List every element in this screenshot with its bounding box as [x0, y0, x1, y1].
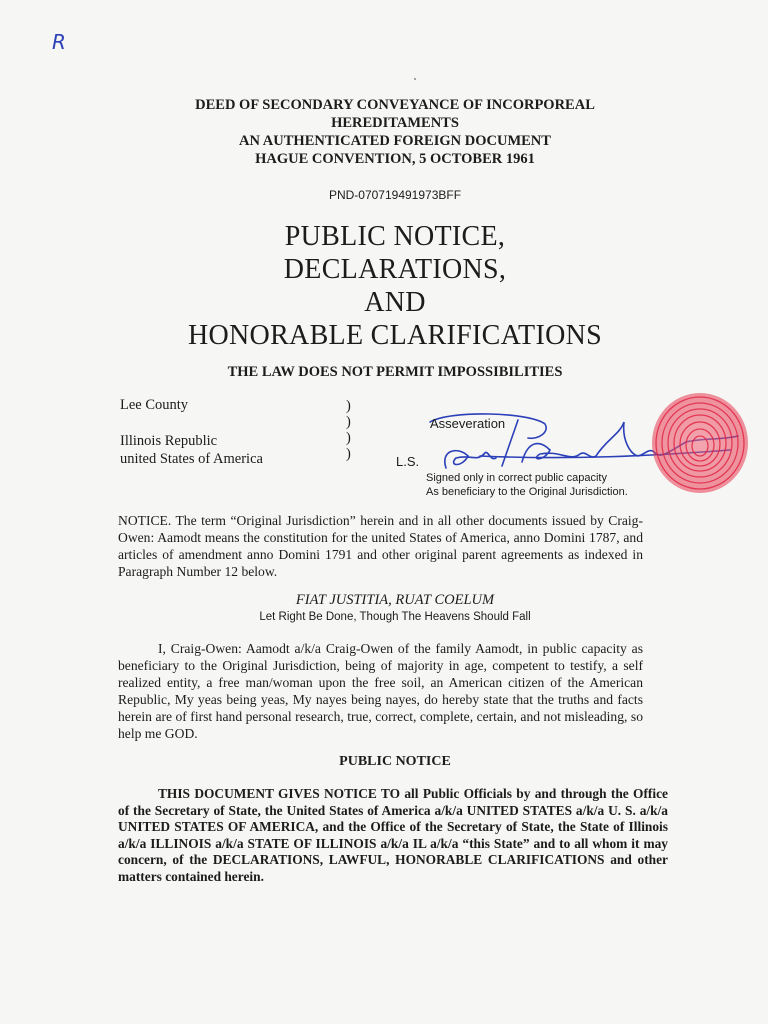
venue-county: Lee County: [120, 397, 189, 413]
title-line-3: AND: [364, 287, 426, 318]
asseveration-label: Asseveration: [430, 416, 506, 431]
venue-block: [120, 396, 263, 468]
declaration-paragraph: I, Craig-Owen: Aamodt a/k/a Craig-Owen of the family Aamodt, in public capacity as beneficiary to the Original Jurisdiction, being of majority in age, competent to testify, a self realized entity, a free man/woman upon the free soil, an American citizen of the American Republic, My yeas being yeas, My nayes being nayes, do hereby state that the truths and facts herein are of first hand personal research, true, correct, complete, certain, and not misleading, so help me GOD.: [118, 641, 643, 741]
venue-brackets: ) ) ) ): [346, 398, 351, 462]
signed-capacity-line-1: Signed only in correct public capacity: [426, 472, 607, 484]
motto: [120, 592, 670, 623]
ls-label: L.S.: [396, 454, 420, 469]
page-title: [110, 220, 680, 352]
motto-latin: FIAT JUSTITIA, RUAT COELUM: [295, 592, 495, 608]
header-line-2: HEREDITAMENTS: [331, 115, 459, 131]
motto-english: Let Right Be Done, Though The Heavens Should Fall: [259, 611, 531, 623]
document-number: PND-070719491973BFF: [328, 188, 462, 202]
notice-paragraph: NOTICE. The term “Original Jurisdiction” herein and in all other documents issued by Craig-Owen: Aamodt means the constitution for the united States of America, anno Domini 1787, and articles of amendment anno Domini 1791 and other original parent agreements as indexed in Paragraph Number 12 below.: [118, 513, 643, 579]
header-line-3: AN AUTHENTICATED FOREIGN DOCUMENT: [239, 133, 551, 149]
header-line-1: DEED OF SECONDARY CONVEYANCE OF INCORPOREAL: [195, 97, 595, 113]
header-line-4: HAGUE CONVENTION, 5 OCTOBER 1961: [255, 151, 535, 167]
venue-republic: Illinois Republic: [120, 433, 218, 449]
document-header: [120, 96, 670, 168]
venue-country: united States of America: [120, 451, 263, 467]
signed-capacity-line-2: As beneficiary to the Original Jurisdiction.: [426, 486, 628, 498]
title-line-4: HONORABLE CLARIFICATIONS: [188, 320, 602, 351]
title-line-2: DECLARATIONS,: [283, 254, 507, 285]
red-thumbprint: [645, 388, 755, 498]
title-line-1: PUBLIC NOTICE,: [284, 221, 506, 252]
scan-speck: [414, 78, 416, 80]
handwritten-margin-mark: R: [52, 30, 66, 54]
subtitle: THE LAW DOES NOT PERMIT IMPOSSIBILITIES: [227, 364, 563, 380]
public-notice-paragraph: THIS DOCUMENT GIVES NOTICE TO all Public Officials by and through the Office of the Secretary of State, the United States of America a/k/a UNITED STATES a/k/a U. S. a/k/a UNITED STATES OF AMERICA, and the Office of the Secretary of State, the State of Illinois a/k/a ILLINOIS a/k/a STATE OF ILLINOIS a/k/a IL a/k/a “this State” and to all whom it may concern, of the DECLARATIONS, LAWFUL, HONORABLE CLARIFICATIONS and other matters contained herein.: [118, 786, 668, 884]
section-heading: PUBLIC NOTICE: [339, 754, 451, 769]
